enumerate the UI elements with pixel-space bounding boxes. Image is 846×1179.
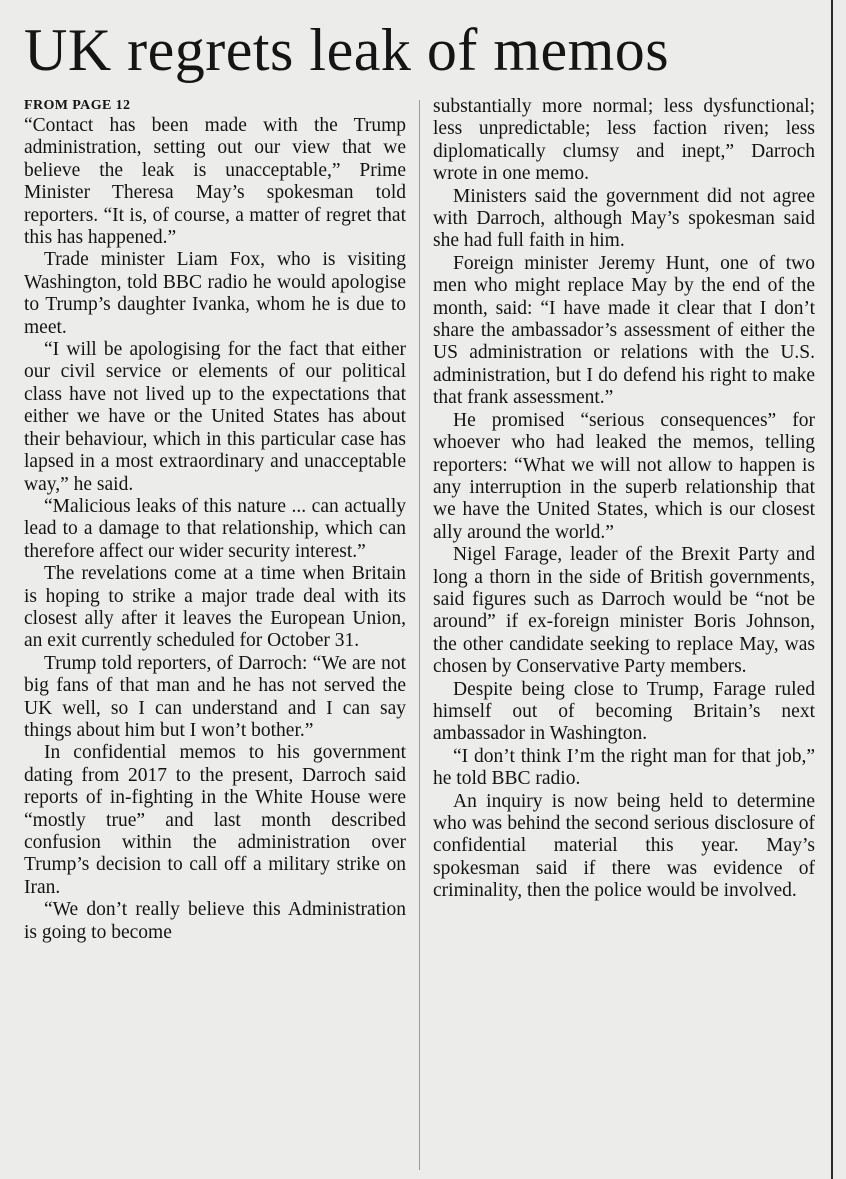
continued-from-label: FROM PAGE 12 xyxy=(24,98,131,113)
column-divider xyxy=(419,100,420,1170)
body-paragraph: “I don’t think I’m the right man for that job,” he told BBC radio. xyxy=(433,745,815,790)
body-paragraph: “I will be apologising for the fact that either our civil service or elements of our political class have not lived up to the expectations that either we have or the United States has about their behaviour, which in this particular case has lapsed in a most extraordinary and unacceptable way,” he said. xyxy=(24,339,406,495)
page-edge-line xyxy=(831,0,833,1179)
body-paragraph: Ministers said the government did not agree with Darroch, although May’s spokesman said she had full faith in him. xyxy=(433,185,815,252)
body-paragraph: substantially more normal; less dysfunctional; less unpredictable; less faction riven; less diplomatically clumsy and inept,” Darroch wrote in one memo. xyxy=(433,96,815,185)
headline: UK regrets leak of memos xyxy=(24,17,670,83)
article-column-left xyxy=(24,96,406,944)
body-paragraph: An inquiry is now being held to determine who was behind the second serious disclosure of confidential material this year. May’s spokesman said if there was evidence of criminality, then the police would be involved. xyxy=(433,790,815,902)
body-paragraph: Despite being close to Trump, Farage ruled himself out of becoming Britain’s next ambassador in Washington. xyxy=(433,678,815,745)
body-paragraph: In confidential memos to his government dating from 2017 to the present, Darroch said reports of in-fighting in the White House were “mostly true” and last month described confusion within the administration over Trump’s decision to call off a military strike on Iran. xyxy=(24,742,406,898)
body-paragraph: “Contact has been made with the Trump administration, setting out our view that we believe the leak is unacceptable,” Prime Minister Theresa May’s spokesman told reporters. “It is, of course, a matter of regret that this has happened.” xyxy=(24,115,406,249)
body-paragraph: The revelations come at a time when Britain is hoping to strike a major trade deal with its closest ally after it leaves the European Union, an exit currently scheduled for October 31. xyxy=(24,563,406,652)
body-paragraph: Trump told reporters, of Darroch: “We are not big fans of that man and he has not served the UK well, so I can understand and I can say things about him but I won’t bother.” xyxy=(24,652,406,741)
body-paragraph: “Malicious leaks of this nature ... can actually lead to a damage to that relationship, which can therefore affect our wider security interest.” xyxy=(24,495,406,562)
body-paragraph: Trade minister Liam Fox, who is visiting Washington, told BBC radio he would apologise to Trump’s daughter Ivanka, whom he is due to meet. xyxy=(24,249,406,338)
article-column-right xyxy=(433,96,815,903)
body-paragraph: “We don’t really believe this Administration is going to become xyxy=(24,899,406,943)
body-paragraph: Nigel Farage, leader of the Brexit Party and long a thorn in the side of British governments, said figures such as Darroch would be “not be around” if ex-foreign minister Boris Johnson, the other candidate seeking to replace May, was chosen by Conservative Party members. xyxy=(433,544,815,678)
body-paragraph: He promised “serious consequences” for whoever who had leaked the memos, telling reporters: “What we will not allow to happen is any interruption in the superb relationship that we have the United States, which is our closest ally around the world.” xyxy=(433,409,815,543)
body-paragraph: Foreign minister Jeremy Hunt, one of two men who might replace May by the end of the month, said: “I have made it clear that I don’t share the ambassador’s assessment of either the US administration or relations with the U.S. administration, but I do defend his right to make that frank assessment.” xyxy=(433,252,815,409)
